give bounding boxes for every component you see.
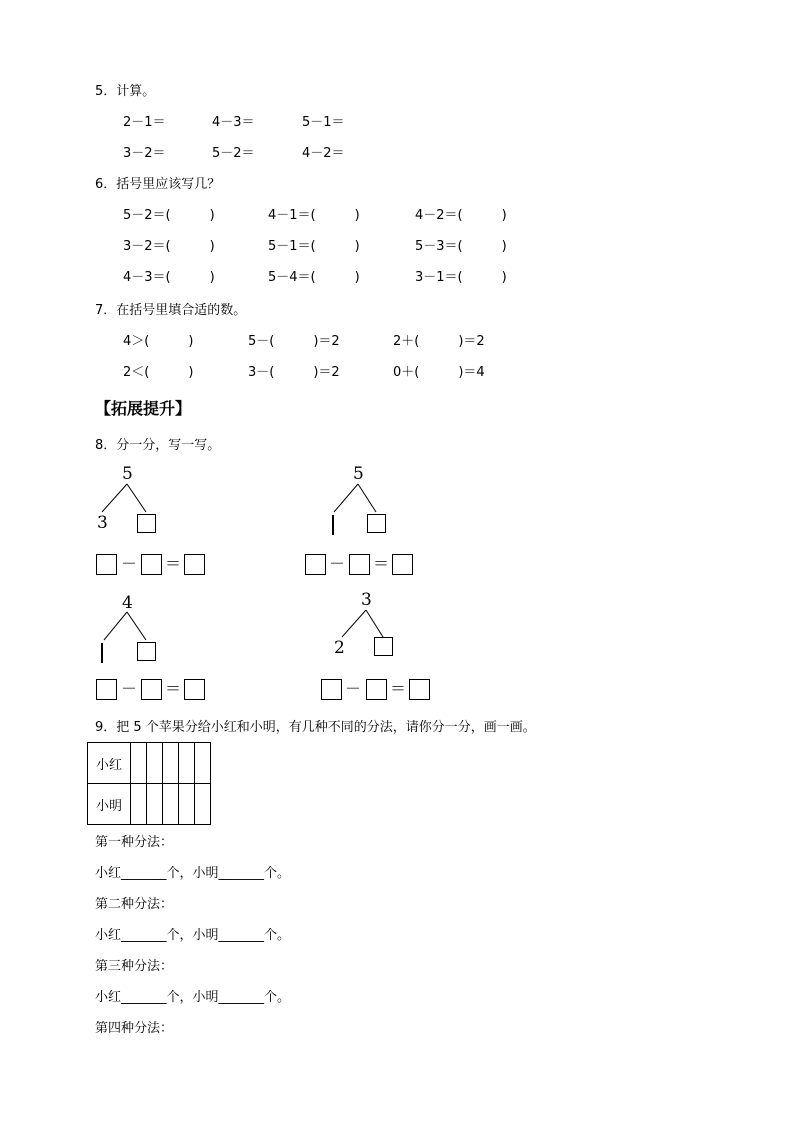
q5-title: 5．计算。 (95, 84, 156, 99)
answer-box[interactable] (141, 679, 162, 700)
answer-box[interactable] (305, 554, 326, 575)
minus-sign: － (121, 679, 138, 698)
answer-box[interactable] (184, 679, 205, 700)
q7-title: 7．在括号里填合适的数。 (95, 303, 247, 318)
fill-line[interactable]: 小红_______个，小明_______个。 (95, 990, 291, 1005)
method-label: 第一种分法： (95, 835, 174, 850)
q6-expr: 4－2＝( ) (415, 208, 507, 223)
q6-expr: 5－1＝( ) (268, 239, 360, 254)
tree-top-number: 5 (122, 464, 133, 484)
answer-box[interactable] (374, 637, 393, 656)
q6-expr: 3－2＝( ) (123, 239, 215, 254)
tree-left-number: 2 (334, 638, 345, 658)
answer-box[interactable] (137, 642, 156, 661)
q6-expr: 4－3＝( ) (123, 270, 215, 285)
table-row (88, 743, 211, 784)
grid-cell[interactable] (131, 743, 147, 784)
minus-sign: － (121, 554, 138, 573)
grid-cell[interactable] (147, 784, 163, 825)
method-label: 第二种分法： (95, 897, 174, 912)
answer-box[interactable] (141, 554, 162, 575)
answer-box[interactable] (321, 679, 342, 700)
tree-left-number (101, 643, 103, 663)
answer-box[interactable] (367, 514, 386, 533)
tree-top-number: 4 (122, 593, 133, 613)
q6-expr: 4－1＝( ) (268, 208, 360, 223)
fill-line[interactable]: 小红_______个，小明_______个。 (95, 928, 291, 943)
method-label: 第三种分法： (95, 959, 174, 974)
answer-box[interactable] (392, 554, 413, 575)
equals-sign: ＝ (165, 679, 182, 698)
q6-expr: 5－2＝( ) (123, 208, 215, 223)
q7-expr: 3－( )＝2 (248, 365, 340, 380)
answer-box[interactable] (349, 554, 370, 575)
grid-cell[interactable] (147, 743, 163, 784)
equals-sign: ＝ (373, 554, 390, 573)
row-label: 小明 (88, 784, 131, 825)
table-row (88, 784, 211, 825)
answer-box[interactable] (366, 679, 387, 700)
method-label: 第四种分法： (95, 1021, 174, 1036)
grid-cell[interactable] (179, 743, 195, 784)
q7-expr: 2＜( ) (123, 365, 194, 380)
q7-expr: 0＋( )＝4 (393, 365, 485, 380)
grid-cell[interactable] (131, 784, 147, 825)
q8-title: 8．分一分，写一写。 (95, 438, 221, 453)
grid-cell[interactable] (163, 743, 179, 784)
equals-sign: ＝ (390, 679, 407, 698)
grid-cell[interactable] (179, 784, 195, 825)
grid-cell[interactable] (195, 743, 211, 784)
minus-sign: － (329, 554, 346, 573)
q9-title: 9．把 5 个苹果分给小红和小明，有几种不同的分法，请你分一分，画一画。 (95, 720, 536, 735)
answer-box[interactable] (409, 679, 430, 700)
tree-left-number: 3 (97, 513, 108, 533)
tree-left-number (332, 515, 334, 535)
answer-box[interactable] (137, 514, 156, 533)
q7-expr: 4＞( ) (123, 334, 194, 349)
q7-expr: 2＋( )＝2 (393, 334, 485, 349)
minus-sign: － (345, 679, 362, 698)
row-label: 小红 (88, 743, 131, 784)
equals-sign: ＝ (165, 554, 182, 573)
fill-line[interactable]: 小红_______个，小明_______个。 (95, 866, 291, 881)
q7-expr: 5－( )＝2 (248, 334, 340, 349)
answer-box[interactable] (184, 554, 205, 575)
tree-top-number: 3 (361, 590, 372, 610)
q5-expr: 2－1＝ (123, 115, 166, 130)
q6-expr: 3－1＝( ) (415, 270, 507, 285)
q5-expr: 5－2＝ (212, 146, 255, 161)
q5-expr: 4－3＝ (212, 115, 255, 130)
q5-expr: 5－1＝ (302, 115, 345, 130)
q5-expr: 4－2＝ (302, 146, 345, 161)
q6-expr: 5－3＝( ) (415, 239, 507, 254)
section-heading: 【拓展提升】 (95, 399, 192, 418)
answer-box[interactable] (96, 679, 117, 700)
q6-title: 6．括号里应该写几？ (95, 177, 221, 192)
q6-expr: 5－4＝( ) (268, 270, 360, 285)
q5-expr: 3－2＝ (123, 146, 166, 161)
grid-cell[interactable] (195, 784, 211, 825)
tree-top-number: 5 (353, 464, 364, 484)
grid-cell[interactable] (163, 784, 179, 825)
apple-grid (87, 742, 211, 825)
answer-box[interactable] (96, 554, 117, 575)
